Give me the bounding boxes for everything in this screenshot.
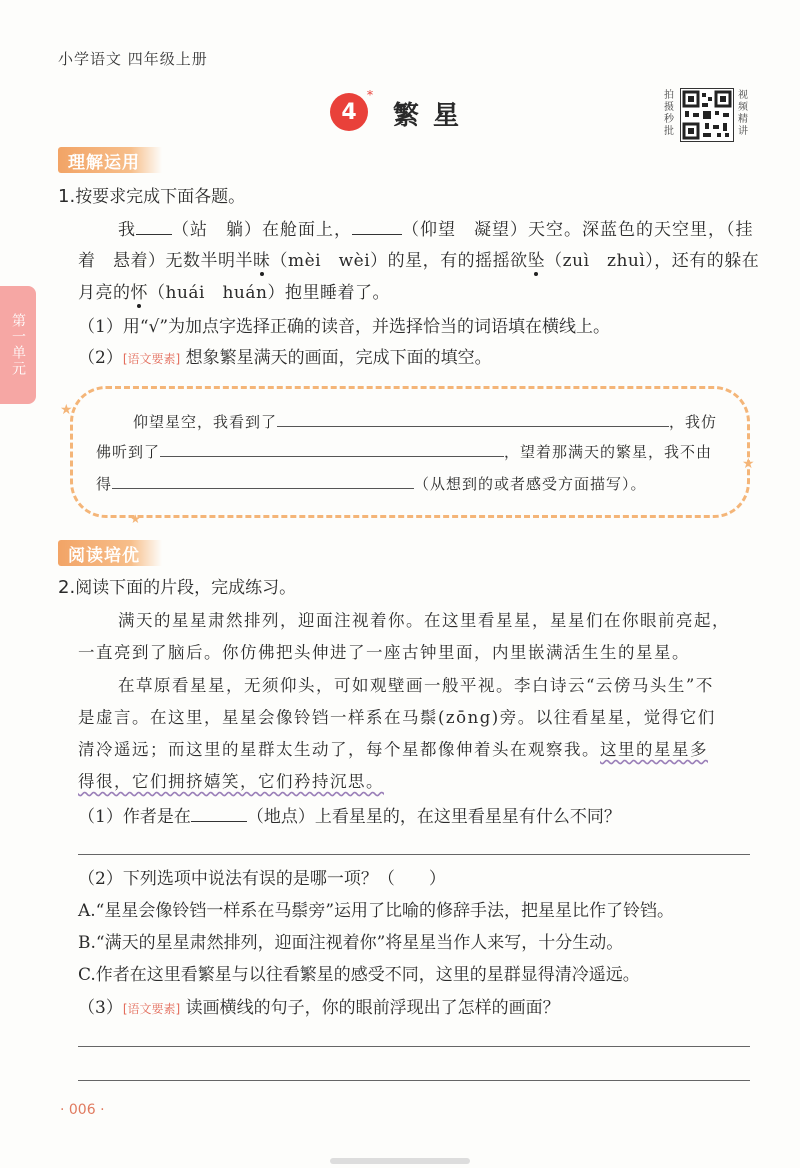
reading-line-5 — [78, 738, 708, 762]
answer-line-3[interactable] — [78, 1080, 750, 1081]
option-b: B.“满天的星星肃然排列，迎面注视着你”将星星当作人来写，十分生动。 — [78, 933, 624, 953]
q1-paragraph-line-2 — [78, 249, 759, 273]
page-number: · 006 · — [60, 1102, 105, 1118]
fill-line-2 — [96, 440, 712, 463]
lesson-star-mark: * — [367, 88, 373, 102]
q1-sub2-prefix: （2） — [78, 348, 123, 368]
q1-p1-text-b: （站 躺）在舱面上， — [172, 220, 352, 240]
reading-line-5-text: 清冷遥远；而这里的星群太生动了，每个星都像伸着头在观察我。 — [78, 740, 600, 759]
reading-line-4: 是虚言。在这里，星星会像铃铛一样系在马鬃(zōng)旁。以往看星星，觉得它们 — [78, 708, 716, 727]
fill-3-text-b: （从想到的或者感受方面描写）。 — [414, 475, 647, 493]
dotted-char-mei: 昧 — [253, 251, 271, 271]
star-decoration-icon: ★ — [130, 512, 141, 526]
q1-paragraph-line-1 — [118, 216, 754, 242]
fill-blank-1[interactable] — [277, 410, 669, 427]
star-decoration-icon: ★ — [60, 402, 73, 418]
question-2-title — [58, 576, 296, 600]
q1-blank-2[interactable] — [352, 216, 402, 235]
qr-code-icon[interactable] — [680, 88, 734, 142]
question-1-text: 按要求完成下面各题。 — [75, 187, 246, 207]
bottom-divider — [330, 1158, 470, 1164]
fill-1-text-b: ，我仿 — [669, 413, 718, 431]
q1-p2-text-c: （zuì zhuì），还有的躲在 — [545, 251, 760, 271]
underlined-sentence-part-1: 这里的星星多 — [600, 740, 708, 759]
lesson-title: 繁星 — [393, 101, 474, 131]
q1-p3-text-a: 月亮的 — [78, 283, 131, 303]
q1-paragraph-line-3 — [78, 281, 390, 305]
star-decoration-icon: ★ — [742, 456, 755, 472]
reading-line-6 — [78, 770, 384, 794]
fill-blank-3[interactable] — [112, 472, 414, 489]
q1-p1-text-a: 我 — [118, 220, 136, 240]
q2-place-blank[interactable] — [191, 803, 247, 822]
q2-subquestion-1 — [78, 803, 621, 829]
q2-s3-text: 读画横线的句子，你的眼前浮现出了怎样的画面？ — [185, 998, 560, 1018]
q2-subquestion-2: （2）下列选项中说法有误的是哪一项？（ ） — [78, 869, 446, 889]
fill-2-text-a: 佛听到了 — [96, 443, 161, 461]
lesson-number-badge: 4 — [330, 93, 368, 131]
underlined-sentence-part-2: 得很，它们拥挤嬉笑，它们矜持沉思。 — [78, 772, 384, 791]
language-element-tag: [语文要素] — [122, 352, 181, 366]
q2-s3-prefix: （3） — [78, 998, 123, 1018]
language-element-tag: [语文要素] — [122, 1002, 181, 1016]
fill-line-1 — [133, 410, 717, 433]
fill-3-text-a: 得 — [96, 475, 113, 493]
option-a: A.“星星会像铃铛一样系在马鬃旁”运用了比喻的修辞手法，把星星比作了铃铛。 — [78, 901, 675, 921]
question-1-title — [58, 185, 245, 209]
q1-p2-text-a: 着 悬着）无数半明半 — [78, 251, 253, 271]
reading-line-3: 在草原看星星，无须仰头，可如观壁画一般平视。李白诗云“云傍马头生”不 — [118, 676, 714, 695]
q2-subquestion-3 — [78, 996, 560, 1021]
dotted-char-zhui: 坠 — [527, 251, 546, 271]
q1-p3-text-b: （huái huán）抱里睡着了。 — [148, 283, 390, 303]
reading-line-1: 满天的星星肃然排列，迎面注视着你。在这里看星星，星星们在你眼前亮起， — [118, 611, 730, 630]
dotted-char-huai: 怀 — [130, 283, 148, 303]
answer-line-1[interactable] — [78, 854, 750, 855]
book-header: 小学语文 四年级上册 — [58, 50, 208, 68]
q2-s1-text-b: （地点）上看星星的，在这里看星星有什么不同？ — [246, 807, 621, 827]
q1-subquestion-2 — [78, 346, 492, 371]
qr-right-label: 视频精讲 — [738, 90, 748, 137]
option-c: C.作者在这里看繁星与以往看繁星的感受不同，这里的星群显得清冷遥远。 — [78, 965, 640, 985]
reading-line-2: 一直亮到了脑后。你仿佛把头伸进了一座古钟里面，内里嵌满活生生的星星。 — [78, 643, 690, 662]
question-2-text: 阅读下面的片段，完成练习。 — [75, 578, 297, 598]
question-1-number: 1. — [58, 186, 76, 207]
fill-2-text-b: ，望着那满天的繁星，我不由 — [504, 443, 713, 461]
section-badge-reading: 阅读培优 — [58, 540, 162, 566]
q1-subquestion-1: （1）用“√”为加点字选择正确的读音，并选择恰当的词语填在横线上。 — [78, 317, 611, 337]
qr-left-label: 拍摄秒批 — [664, 90, 674, 137]
fill-1-text-a: 仰望星空，我看到了 — [133, 413, 278, 431]
q1-p2-text-b: （mèi wèi）的星，有的摇摇欲 — [270, 251, 528, 271]
question-2-number: 2. — [58, 577, 76, 598]
q1-blank-1[interactable] — [136, 216, 172, 235]
unit-side-tab: 第一单元 — [0, 286, 36, 404]
fill-line-3 — [96, 472, 647, 495]
answer-line-2[interactable] — [78, 1046, 750, 1047]
q1-sub2-text: 想象繁星满天的画面，完成下面的填空。 — [185, 348, 492, 368]
section-badge-understanding: 理解运用 — [58, 147, 162, 173]
q1-p1-text-c: （仰望 凝望）天空。深蓝色的天空里，（挂 — [402, 220, 754, 240]
q2-s1-text-a: （1）作者是在 — [78, 807, 191, 827]
fill-blank-2[interactable] — [160, 440, 504, 457]
